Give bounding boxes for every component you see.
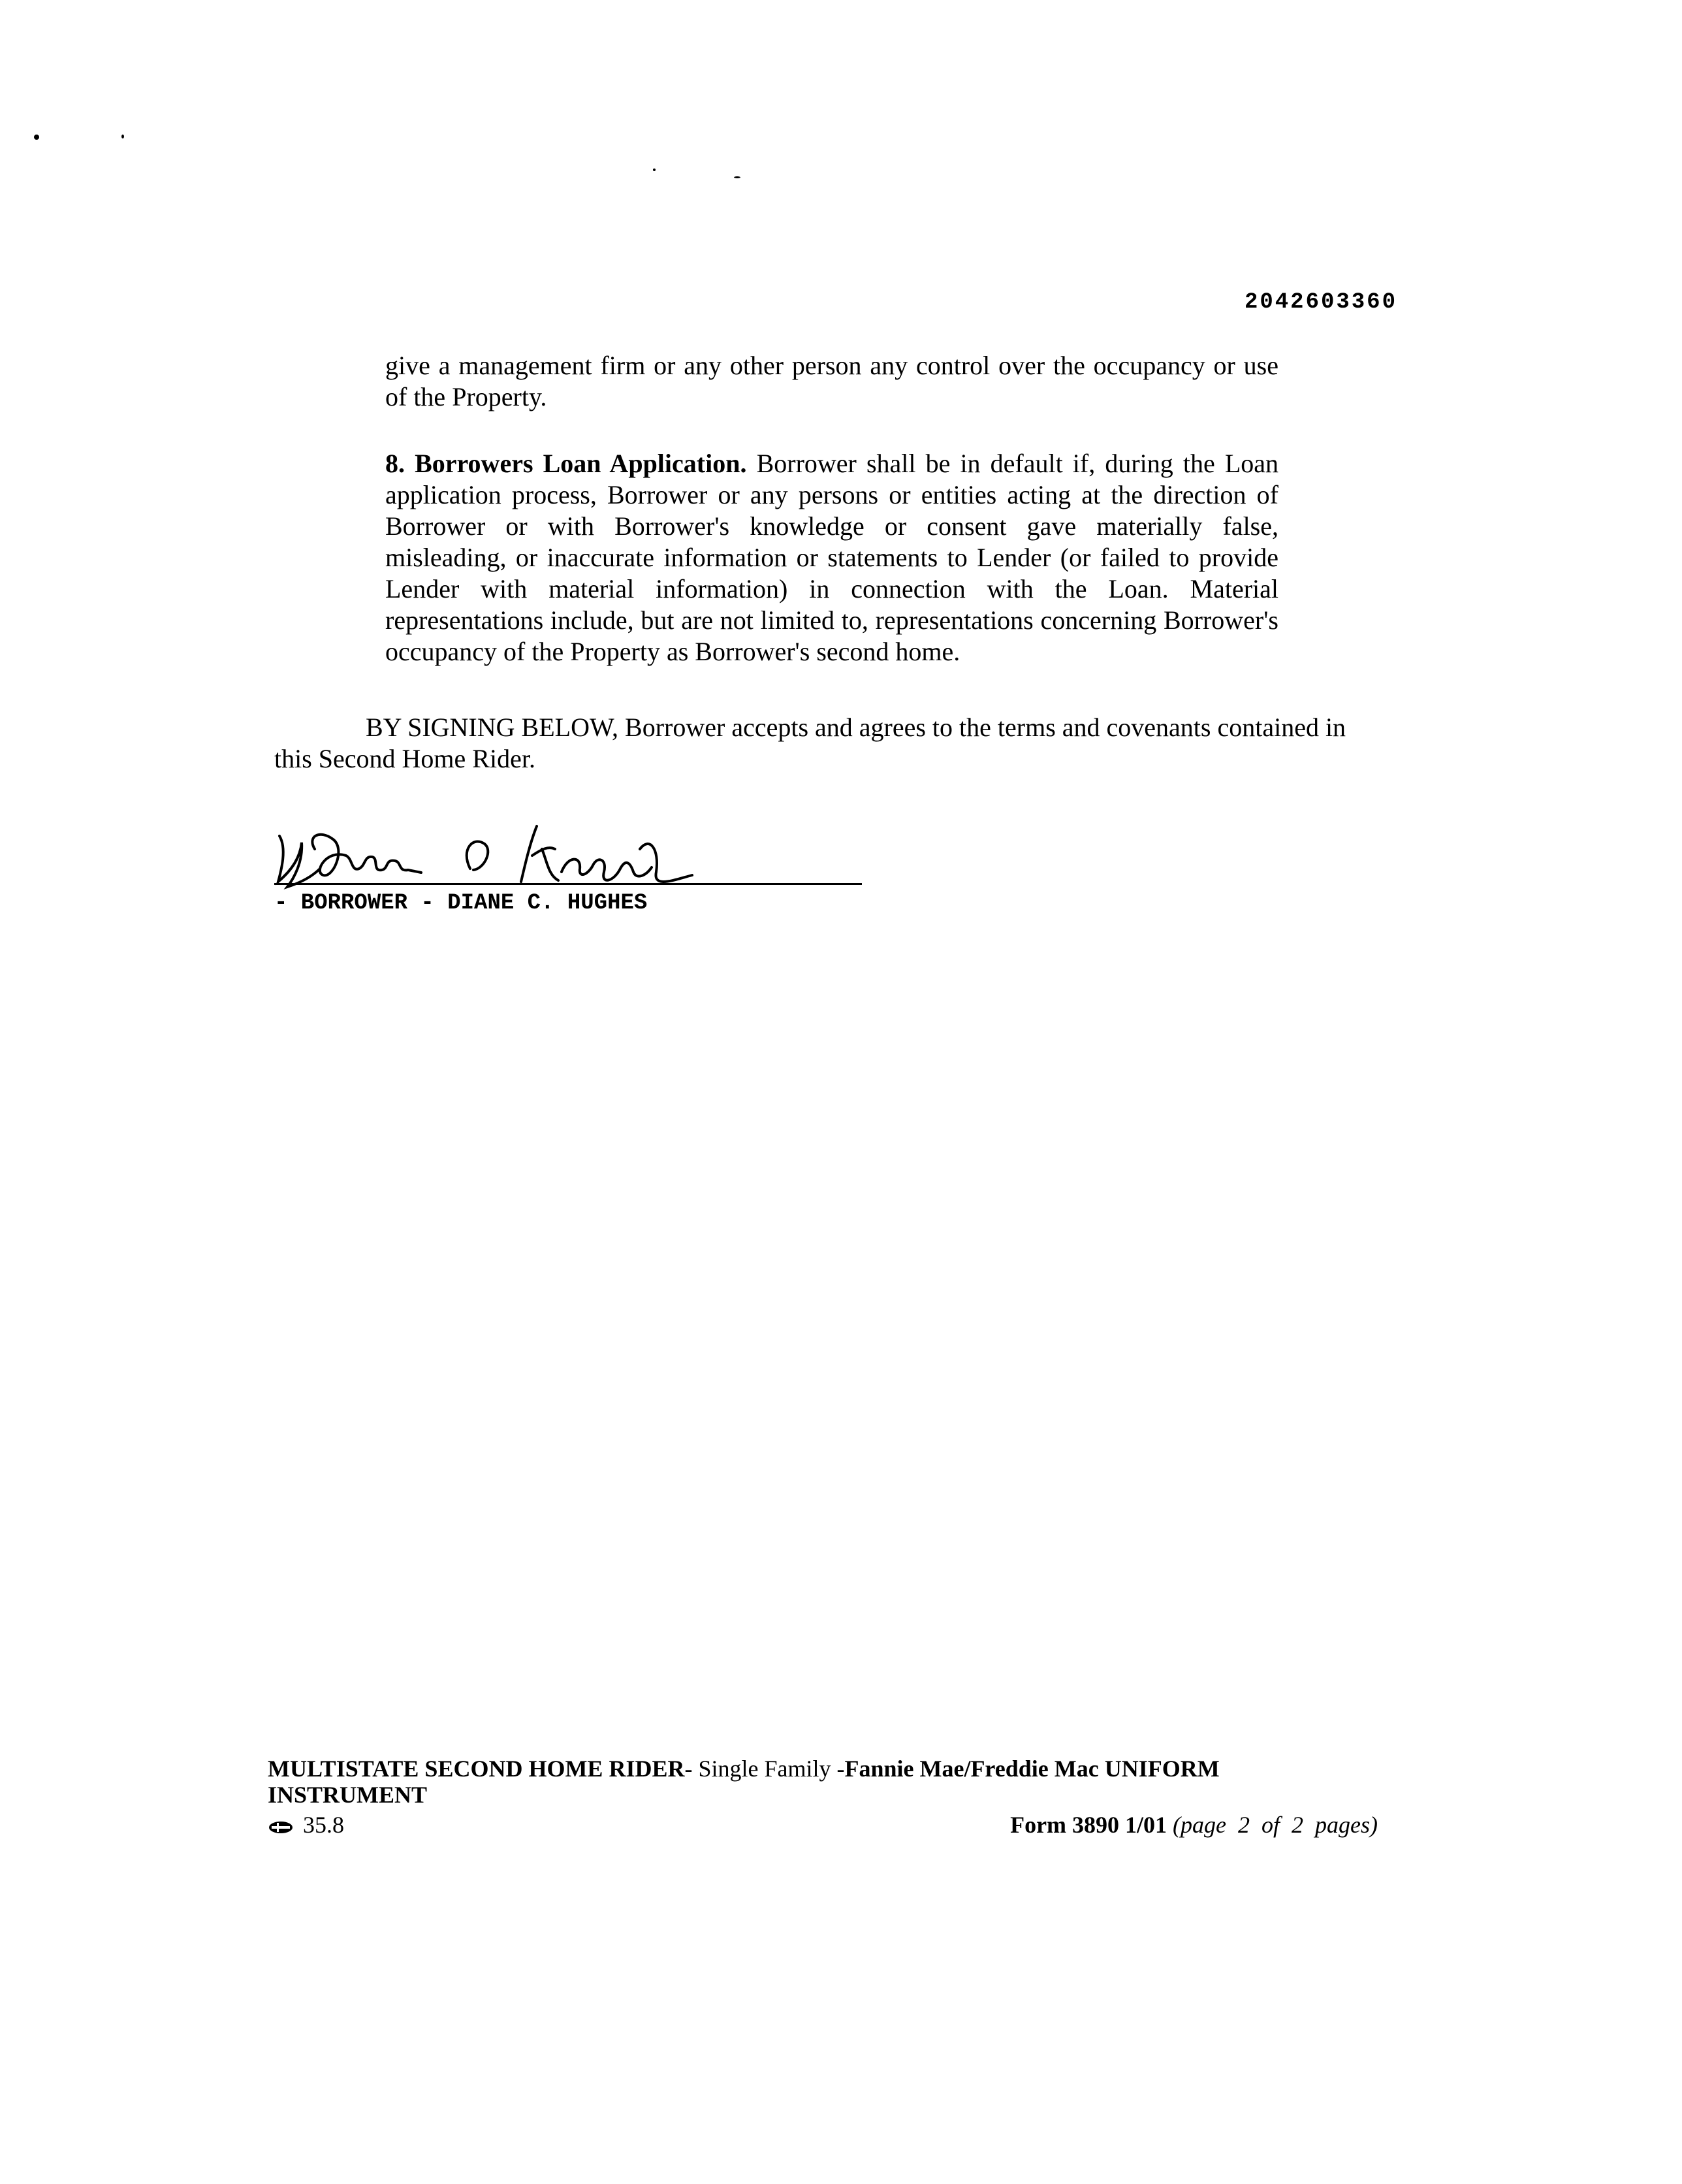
section-8-paragraph xyxy=(385,448,1278,667)
borrower-signature xyxy=(274,810,731,895)
page-info: (page 2 of 2 pages) xyxy=(1173,1812,1378,1838)
section-8-heading: 8. Borrowers Loan Application. xyxy=(385,449,747,478)
form-reference xyxy=(1010,1812,1378,1838)
scan-speck xyxy=(121,135,124,138)
footer-title-bold-2: Fannie Mae/Freddie Mac UNIFORM INSTRUMENT xyxy=(268,1756,1220,1808)
scan-speck xyxy=(34,135,39,140)
form-number: Form 3890 1/01 xyxy=(1010,1812,1167,1838)
section-8-text: Borrower shall be in default if, during the Loan application process, Borrower or any persons or entities acting at the direction of Borrower or with Borrower's knowledge or consent gave materially false, misleading, or inaccurate information or statements to Lender (or failed to provide Lender with material information) in connection with the Loan. Material representations include, but are not limited to, representations concerning Borrower's occupancy of the Property as Borrower's second home. xyxy=(385,449,1279,666)
version-number: 35.8 xyxy=(303,1812,344,1838)
footer-title-bold: MULTISTATE SECOND HOME RIDER xyxy=(268,1756,685,1782)
footer-title xyxy=(268,1756,1378,1808)
signing-text: BY SIGNING BELOW, Borrower accepts and agrees to the terms and covenants contained in this Second Home Rider. xyxy=(274,713,1346,773)
document-id: 2042603360 xyxy=(1244,290,1397,315)
scan-speck xyxy=(734,176,740,178)
footer-bottom-row xyxy=(268,1812,1378,1838)
borrower-caption: - BORROWER - DIANE C. HUGHES xyxy=(274,891,648,916)
footer-title-regular: - Single Family - xyxy=(684,1756,845,1782)
signature-line xyxy=(274,883,862,885)
intro-paragraph: give a management firm or any other person any control over the occupancy or use of the Property. xyxy=(385,351,1278,411)
scan-speck xyxy=(653,169,656,171)
signing-paragraph xyxy=(274,712,1384,775)
vmp-logo-icon xyxy=(268,1820,294,1835)
